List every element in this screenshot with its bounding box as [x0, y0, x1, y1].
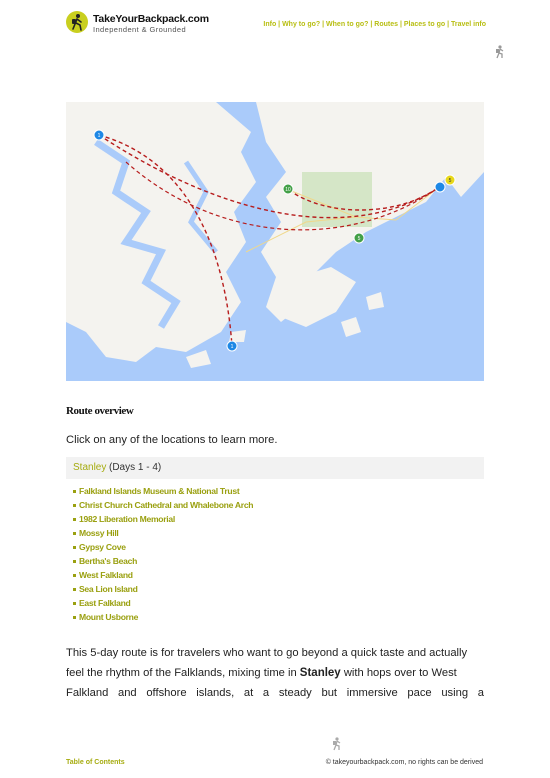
bullet-icon [73, 518, 76, 521]
route-overview-heading: Route overview [66, 405, 134, 417]
svg-text:5: 5 [357, 236, 361, 242]
top-navigation: Info | Why to go? | When to go? | Routes | Places to go | Travel info [263, 21, 486, 28]
nav-link-info[interactable]: Info [263, 21, 277, 28]
place-link[interactable]: West Falkland [73, 570, 253, 584]
bullet-icon [73, 574, 76, 577]
map-marker-green-north[interactable] [283, 184, 293, 194]
stop-days-label: (Days 1 - 4) [109, 462, 162, 473]
place-link[interactable]: Gypsy Cove [73, 542, 253, 556]
places-list [73, 486, 253, 626]
nav-link-places-to-go[interactable]: Places to go [403, 21, 446, 28]
page-header [0, 0, 550, 44]
map-marker-south[interactable] [227, 341, 237, 351]
place-link[interactable]: Christ Church Cathedral and Whalebone Arch [73, 500, 253, 514]
logo-icon[interactable] [66, 11, 88, 33]
route-description [66, 643, 484, 703]
svg-text:10: 10 [285, 187, 291, 193]
brand-name[interactable]: TakeYourBackpack.com [93, 13, 209, 25]
nav-link-routes[interactable]: Routes [374, 21, 399, 28]
description-line-1: This 5-day route is for travelers who want to go beyond a quick taste and actually [66, 647, 468, 659]
svg-text:1: 1 [230, 344, 234, 350]
map-marker-west[interactable] [94, 130, 104, 140]
hiker-icon [494, 45, 506, 59]
copyright-text: © takeyourbackpack.com, no rights can be derived [325, 759, 483, 766]
bullet-icon [73, 490, 76, 493]
bullet-icon [73, 560, 76, 563]
map-marker-stanley[interactable] [435, 182, 445, 192]
bullet-icon [73, 546, 76, 549]
place-link[interactable]: Falkland Islands Museum & National Trust [73, 486, 253, 500]
place-link[interactable]: Mossy Hill [73, 528, 253, 542]
svg-text:1: 1 [97, 133, 101, 139]
bullet-icon [73, 504, 76, 507]
description-line-3: Falkland and offshore islands, at a steady but immersive pace using a [66, 687, 484, 699]
place-link[interactable]: Mount Usborne [73, 612, 253, 626]
place-link[interactable]: 1982 Liberation Memorial [73, 514, 253, 528]
bullet-icon [73, 588, 76, 591]
description-line-2: feel the rhythm of the Falklands, mixing time in Stanley with hops over to West [66, 667, 457, 679]
route-intro-text: Click on any of the locations to learn more. [66, 434, 278, 446]
nav-link-travel-info[interactable]: Travel info [450, 21, 486, 28]
place-link[interactable]: Sea Lion Island [73, 584, 253, 598]
place-link[interactable]: Bertha's Beach [73, 556, 253, 570]
table-of-contents-link[interactable]: Table of Contents [66, 759, 125, 766]
route-map[interactable] [66, 102, 484, 381]
map-marker-green-south[interactable] [354, 233, 364, 243]
nav-link-why-to-go[interactable]: Why to go? [282, 21, 321, 28]
bullet-icon [73, 616, 76, 619]
nav-link-when-to-go[interactable]: When to go? [326, 21, 369, 28]
bullet-icon [73, 532, 76, 535]
map-marker-stanley-yellow[interactable] [445, 175, 455, 185]
stanley-bold: Stanley [299, 667, 341, 679]
stop-name-link[interactable]: Stanley [73, 462, 107, 473]
stop-header[interactable] [66, 457, 484, 479]
hiker-icon [331, 737, 343, 751]
svg-text:5: 5 [448, 178, 452, 184]
bullet-icon [73, 602, 76, 605]
place-link[interactable]: East Falkland [73, 598, 253, 612]
brand-tagline: Independent & Grounded [93, 25, 187, 34]
